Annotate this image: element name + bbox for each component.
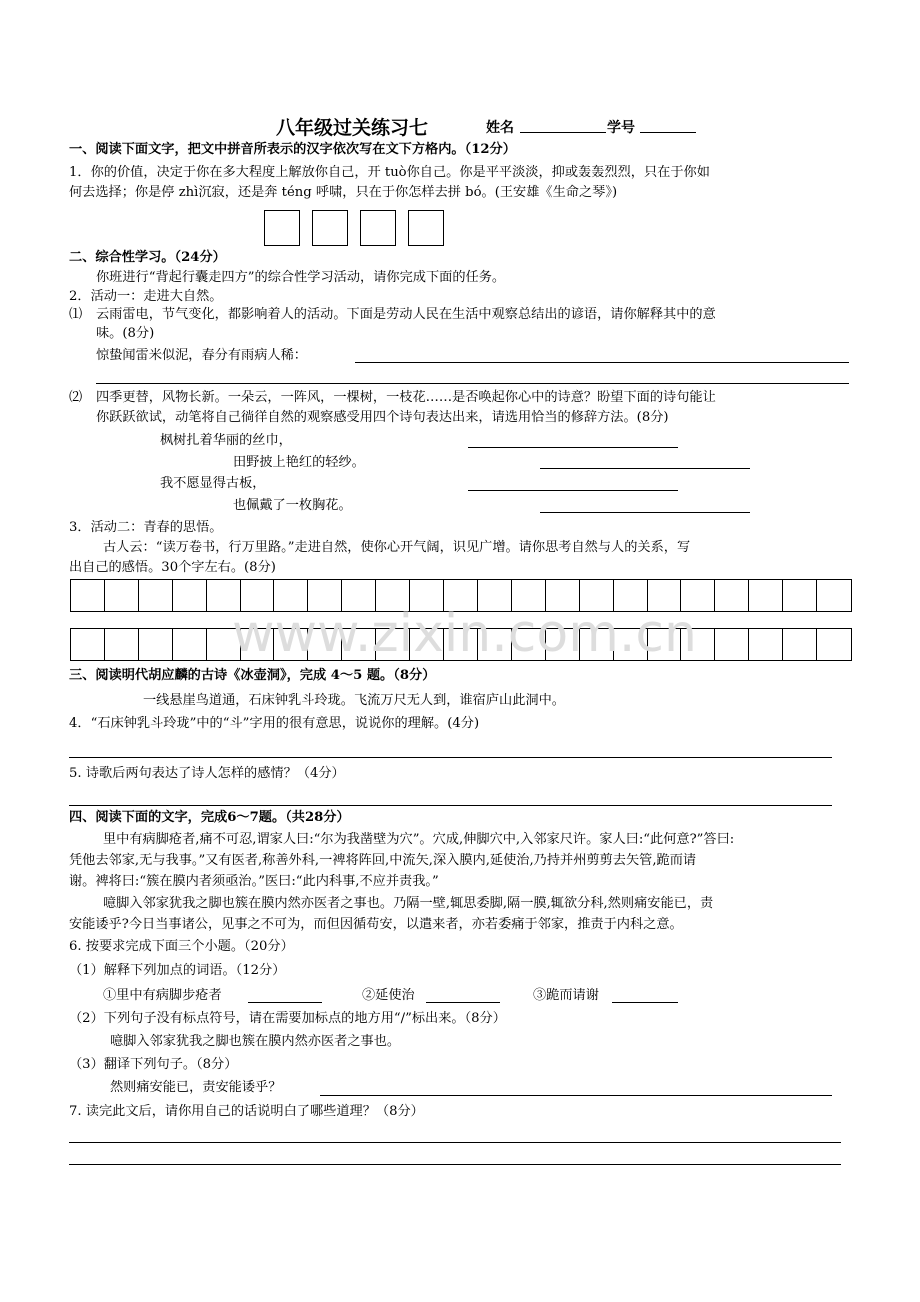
- q1-line-1: 云雨雷电，节气变化，都影响着人的活动。下面是劳动人民在生活中观察总结出的谚语，请你解释其中的意: [96, 307, 716, 322]
- q2-line-2: 你跃跃欲试，动笔将自己徜徉自然的观察感受用四个诗句表达出来，请选用恰当的修辞方法。(8分): [96, 410, 669, 425]
- answer-box-2[interactable]: [312, 210, 348, 246]
- q7-answer-line-2[interactable]: [69, 1164, 841, 1165]
- poem-blank-2[interactable]: [540, 468, 750, 469]
- act2-line-1: 古人云：“读万卷书，行万里路。”走进自然，使你心开气阔，识见广增。请你思考自然与人的关系，写: [103, 540, 691, 555]
- name-label: 姓名: [486, 120, 514, 136]
- passage-p2-line-2: 安能诿乎?今日当事诸公，见事之不可为，而但因循苟安，以遣来者，亦若委痛于邻家，推责于内科之意。: [69, 917, 683, 932]
- activity-1: 2．活动一：走进大自然。: [69, 289, 223, 304]
- question-6-2: （2）下列句子没有标点符号，请在需要加标点的地方用“/”标出来。（8分）: [69, 1011, 506, 1026]
- passage-p1-line-3: 谢。裨将曰:“簇在膜内者须亟治。”医曰:“此内科事,不应并责我。”: [69, 874, 439, 889]
- name-blank[interactable]: [520, 132, 606, 133]
- q6-1-blank-b[interactable]: [426, 1002, 500, 1003]
- page-title: 八年级过关练习七: [276, 117, 429, 139]
- section-1-heading: 一、阅读下面文字，把文中拼音所表示的汉字依次写在文下方格内。（12分）: [69, 142, 516, 157]
- q1-number: ⑴: [69, 307, 83, 322]
- activity-2: 3．活动二：青春的思悟。: [69, 520, 223, 535]
- question-6: 6. 按要求完成下面三个小题。（20分）: [69, 939, 294, 954]
- question-5: 5. 诗歌后两句表达了诗人怎样的感情？（4分）: [69, 766, 345, 781]
- q2-line-1: 四季更替，风物长新。一朵云，一阵风，一棵树，一枝花……是否唤起你心中的诗意？盼望下面的诗句能让: [96, 390, 716, 405]
- q6-1-item-a: ①里中有病脚步疮者: [103, 988, 222, 1003]
- passage-p2-line-1: 噫脚入邻家犹我之脚也簇在膜内然亦医者之事也。乃隔一壁,辄思委脚,隔一膜,辄欲分科,然则痛安能已，责: [103, 896, 714, 911]
- s1-text-line-1: 1．你的价值，决定于你在多大程度上解放你自己，开 tuò你自己。你是平平淡淡，抑或轰轰烈烈，只在于你如: [69, 165, 710, 180]
- poem-blank-1[interactable]: [468, 447, 678, 448]
- watermark: www.zixin.com.cn: [232, 604, 697, 664]
- section-3-heading: 三、阅读明代胡应麟的古诗《冰壶洞》，完成 4～5 题。（8分）: [69, 668, 436, 683]
- poem-bingh-udong: 一线悬崖鸟道通，石床钟乳斗玲珑。飞流万尺无人到，谁宿庐山此洞中。: [143, 693, 565, 708]
- id-label: 学号: [607, 120, 635, 136]
- poem-line-1: 枫树扎着华丽的丝巾，: [160, 433, 292, 448]
- act2-line-2: 出自己的感悟。30个字左右。(8分): [69, 560, 276, 575]
- q7-answer-line-1[interactable]: [69, 1142, 841, 1143]
- q6-1-item-b: ②延使治: [362, 988, 415, 1003]
- proverb-answer-line-1[interactable]: [355, 362, 849, 363]
- answer-box-4[interactable]: [408, 210, 444, 246]
- passage-p1-line-2: 凭他去邻家,无与我事。”又有医者,称善外科,一裨将阵回,中流矢,深入膜内,延使治,乃持并州剪剪去矢管,跪而请: [69, 853, 697, 868]
- passage-p1-line-1: 里中有病脚疮者,痛不可忍,谓家人曰:“尔为我凿壁为穴”。穴成,伸脚穴中,入邻家尺许。家人曰:“此何意?”答曰:: [103, 832, 735, 847]
- q6-2-sentence[interactable]: 噫脚入邻家犹我之脚也簇在膜内然亦医者之事也。: [110, 1034, 401, 1049]
- q6-1-blank-a[interactable]: [248, 1002, 322, 1003]
- q6-1-item-c: ③跪而请谢: [533, 988, 599, 1003]
- q1-line-2: 味。(8分): [96, 326, 155, 341]
- q5-answer-line[interactable]: [69, 805, 832, 806]
- poem-blank-3[interactable]: [468, 490, 678, 491]
- proverb-answer-line-2[interactable]: [96, 383, 849, 384]
- question-4: 4．“石床钟乳斗玲珑”中的“斗”字用的很有意思，说说你的理解。(4分): [69, 716, 480, 731]
- poem-blank-4[interactable]: [540, 512, 750, 513]
- id-blank[interactable]: [640, 132, 696, 133]
- s1-text-line-2: 何去选择；你是停 zhì沉寂，还是奔 téng 呼啸，只在于你怎样去拼 bó。(王安雄《生命之琴》): [69, 185, 618, 200]
- q6-3-answer-line[interactable]: [320, 1095, 832, 1096]
- answer-box-3[interactable]: [360, 210, 396, 246]
- question-7: 7. 读完此文后，请你用自己的话说明白了哪些道理？（8分）: [69, 1104, 424, 1119]
- q6-3-sentence: 然则痛安能已，责安能诿乎？: [110, 1080, 282, 1095]
- s2-intro: 你班进行“背起行囊走四方”的综合性学习活动，请你完成下面的任务。: [96, 270, 506, 285]
- q2-number: ⑵: [69, 390, 83, 405]
- proverb: 惊蛰闻雷米似泥，春分有雨病人稀：: [96, 348, 307, 363]
- q4-answer-line[interactable]: [69, 757, 832, 758]
- poem-line-2: 田野披上艳红的轻纱。: [233, 455, 365, 470]
- question-6-3: （3）翻译下列句子。（8分）: [69, 1057, 238, 1072]
- poem-line-4: 也佩戴了一枚胸花。: [233, 498, 352, 513]
- section-2-heading: 二、综合性学习。（24分）: [69, 250, 226, 265]
- q6-1-blank-c[interactable]: [612, 1002, 678, 1003]
- answer-box-1[interactable]: [264, 210, 300, 246]
- section-4-heading: 四、阅读下面的文字，完成6～7题。（共28分）: [69, 810, 350, 825]
- poem-line-3: 我不愿显得古板，: [160, 476, 266, 491]
- question-6-1: （1）解释下列加点的词语。（12分）: [69, 963, 286, 978]
